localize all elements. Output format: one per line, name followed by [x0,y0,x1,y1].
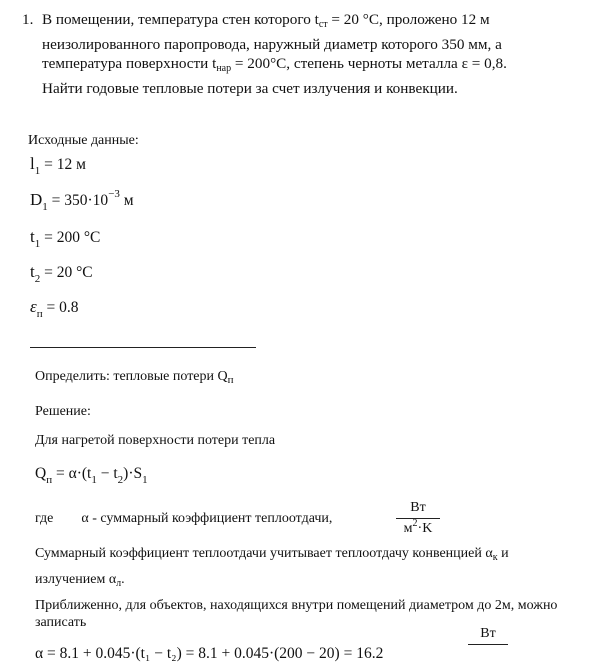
given-l1: $l_1 = 12$ м [30,154,86,177]
solution-paragraph-5: записать [35,615,87,630]
solution-heading: Решение: [35,404,91,419]
solution-paragraph-1: Для нагретой поверхности потери тепла [35,433,276,448]
problem-line-3: температура поверхности $t_{нар} = 200^\circ С$, степень черноты металла ε = 0,8. [42,55,507,74]
given-t2: $t_2 = 20$ °C [30,262,93,285]
given-t1: $t_1 = 200$ °C [30,227,101,250]
solution-paragraph-2: Суммарный коэффициент теплоотдачи учитывает теплоотдачу конвенцией $\alpha_к$ и [35,546,509,563]
determine-line: Определить: тепловые потери $Q_п$ [35,369,234,386]
formula-heat-transfer-coefficient: α = 8.1 + 0.045·(t₁ − t₂) = 8.1 + 0.045·(200 − 20) = 16.2 [35,645,384,662]
given-title: Исходные данные: [28,133,139,148]
problem-statement [22,10,614,98]
problem-line-1: В помещении, температура стен которого $t_{ст} = 20$ °С, проложено 12 м [42,11,490,30]
given-D1: $D_1 = 350\cdot 10^{-3}$ м [30,188,134,213]
solution-paragraph-4: Приближенно, для объектов, находящихся внутри помещений диаметром до 2м, можно [35,598,558,613]
unit-fraction-2: Вт [468,626,508,647]
divider-line [30,347,256,348]
problem-number: 1. [22,11,34,28]
solution-paragraph-3: излучением $\alpha_л$. [35,572,125,589]
problem-line-2: неизолированного паропровода, наружный диаметр которого 350 мм, а [42,35,502,53]
given-epsilon: $\varepsilon_п = 0.8$ [30,297,79,320]
unit-fraction-1: Вт $м^2\cdot K$ [396,500,440,537]
where-line: где α - суммарный коэффициент теплоотдачи, [35,511,333,526]
problem-line-4: Найти годовые тепловые потери за счет излучения и конвекции. [42,79,458,97]
formula-heat-loss: $Q_п = \alpha\cdot(t_1 - t_2)\cdot S_1$ [35,465,148,486]
